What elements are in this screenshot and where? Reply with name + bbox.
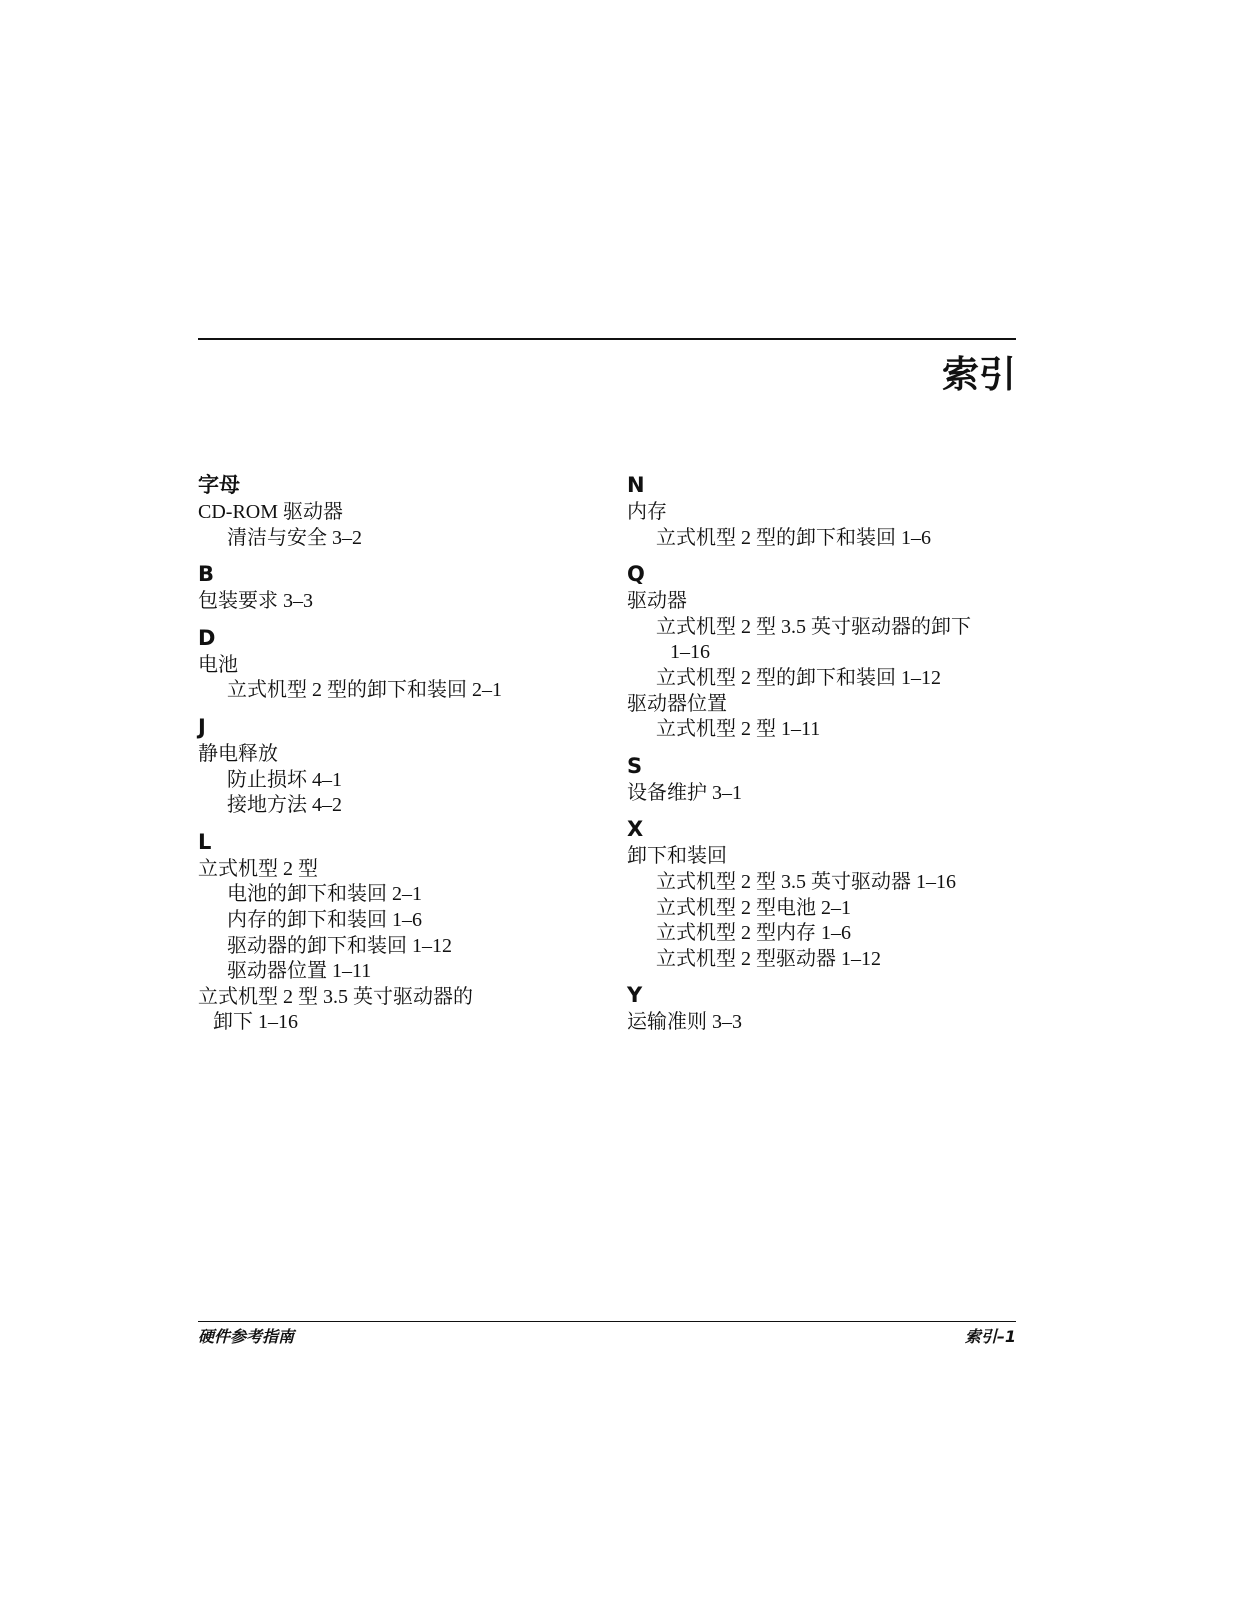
index-column-left <box>198 470 598 1044</box>
index-entry: 内存 <box>627 501 667 523</box>
index-letter-heading: D <box>198 625 216 650</box>
index-letter-heading: S <box>627 753 643 778</box>
index-entry: 卸下和装回 <box>627 845 727 868</box>
index-entry: 运输准则 3–3 <box>627 1011 742 1034</box>
index-letter-heading: B <box>198 562 215 587</box>
page-title: 索引 <box>942 353 1016 396</box>
index-section <box>627 751 1027 807</box>
footer-rule <box>198 1321 1016 1322</box>
index-section <box>198 470 598 551</box>
index-section <box>627 559 1027 743</box>
index-subentry: 立式机型 2 型 3.5 英寸驱动器 1–16 <box>656 870 956 893</box>
index-column-right <box>627 470 1027 1044</box>
index-subentry: 清洁与安全 3–2 <box>227 526 362 549</box>
index-letter-heading: N <box>627 473 645 497</box>
index-section <box>198 712 598 819</box>
index-letter-heading: X <box>627 817 644 842</box>
index-subentry: 立式机型 2 型 3.5 英寸驱动器的卸下 <box>656 615 971 638</box>
index-entry: 包装要求 3–3 <box>198 590 313 613</box>
index-letter-heading: J <box>198 714 206 739</box>
index-letter-heading: 字母 <box>198 473 240 497</box>
index-subentry: 驱动器位置 1–11 <box>227 960 372 983</box>
index-section <box>627 470 1027 551</box>
index-subentry: 1–16 <box>670 641 710 664</box>
index-subentry: 立式机型 2 型的卸下和装回 2–1 <box>227 679 502 702</box>
index-entry: 驱动器 <box>627 590 687 613</box>
index-subentry: 立式机型 2 型电池 2–1 <box>656 896 851 919</box>
index-entry: 立式机型 2 型 <box>198 857 318 880</box>
footer-page-number: 索引–1 <box>964 1327 1016 1346</box>
index-section <box>198 827 598 1036</box>
index-section <box>198 623 598 704</box>
index-subentry: 立式机型 2 型内存 1–6 <box>656 922 851 945</box>
index-subentry: 接地方法 4–2 <box>227 794 342 817</box>
index-subentry: 立式机型 2 型的卸下和装回 1–12 <box>656 666 941 689</box>
index-subentry: 内存的卸下和装回 1–6 <box>227 908 422 931</box>
index-subentry: 立式机型 2 型的卸下和装回 1–6 <box>656 526 931 549</box>
index-section <box>198 559 598 615</box>
index-entry: 电池 <box>198 653 238 676</box>
title-rule <box>198 338 1016 340</box>
index-subentry: 立式机型 2 型驱动器 1–12 <box>656 947 881 970</box>
index-section <box>627 814 1027 972</box>
index-subentry: 防止损坏 4–1 <box>227 768 342 791</box>
index-subentry: 电池的卸下和装回 2–1 <box>227 883 422 906</box>
index-entry: 设备维护 3–1 <box>627 781 742 804</box>
index-subentry: 卸下 1–16 <box>213 1011 298 1034</box>
index-letter-heading: L <box>198 829 212 854</box>
index-subentry: 立式机型 2 型 1–11 <box>656 718 821 741</box>
index-entry: 驱动器位置 <box>627 692 727 715</box>
index-entry: 立式机型 2 型 3.5 英寸驱动器的 <box>198 985 473 1008</box>
index-letter-heading: Y <box>627 983 643 1008</box>
index-section <box>627 980 1027 1036</box>
index-entry: 静电释放 <box>198 742 278 765</box>
footer-book-title: 硬件参考指南 <box>198 1327 295 1346</box>
index-entry: CD-ROM 驱动器 <box>198 501 344 523</box>
index-letter-heading: Q <box>627 562 645 587</box>
index-subentry: 驱动器的卸下和装回 1–12 <box>227 934 452 957</box>
